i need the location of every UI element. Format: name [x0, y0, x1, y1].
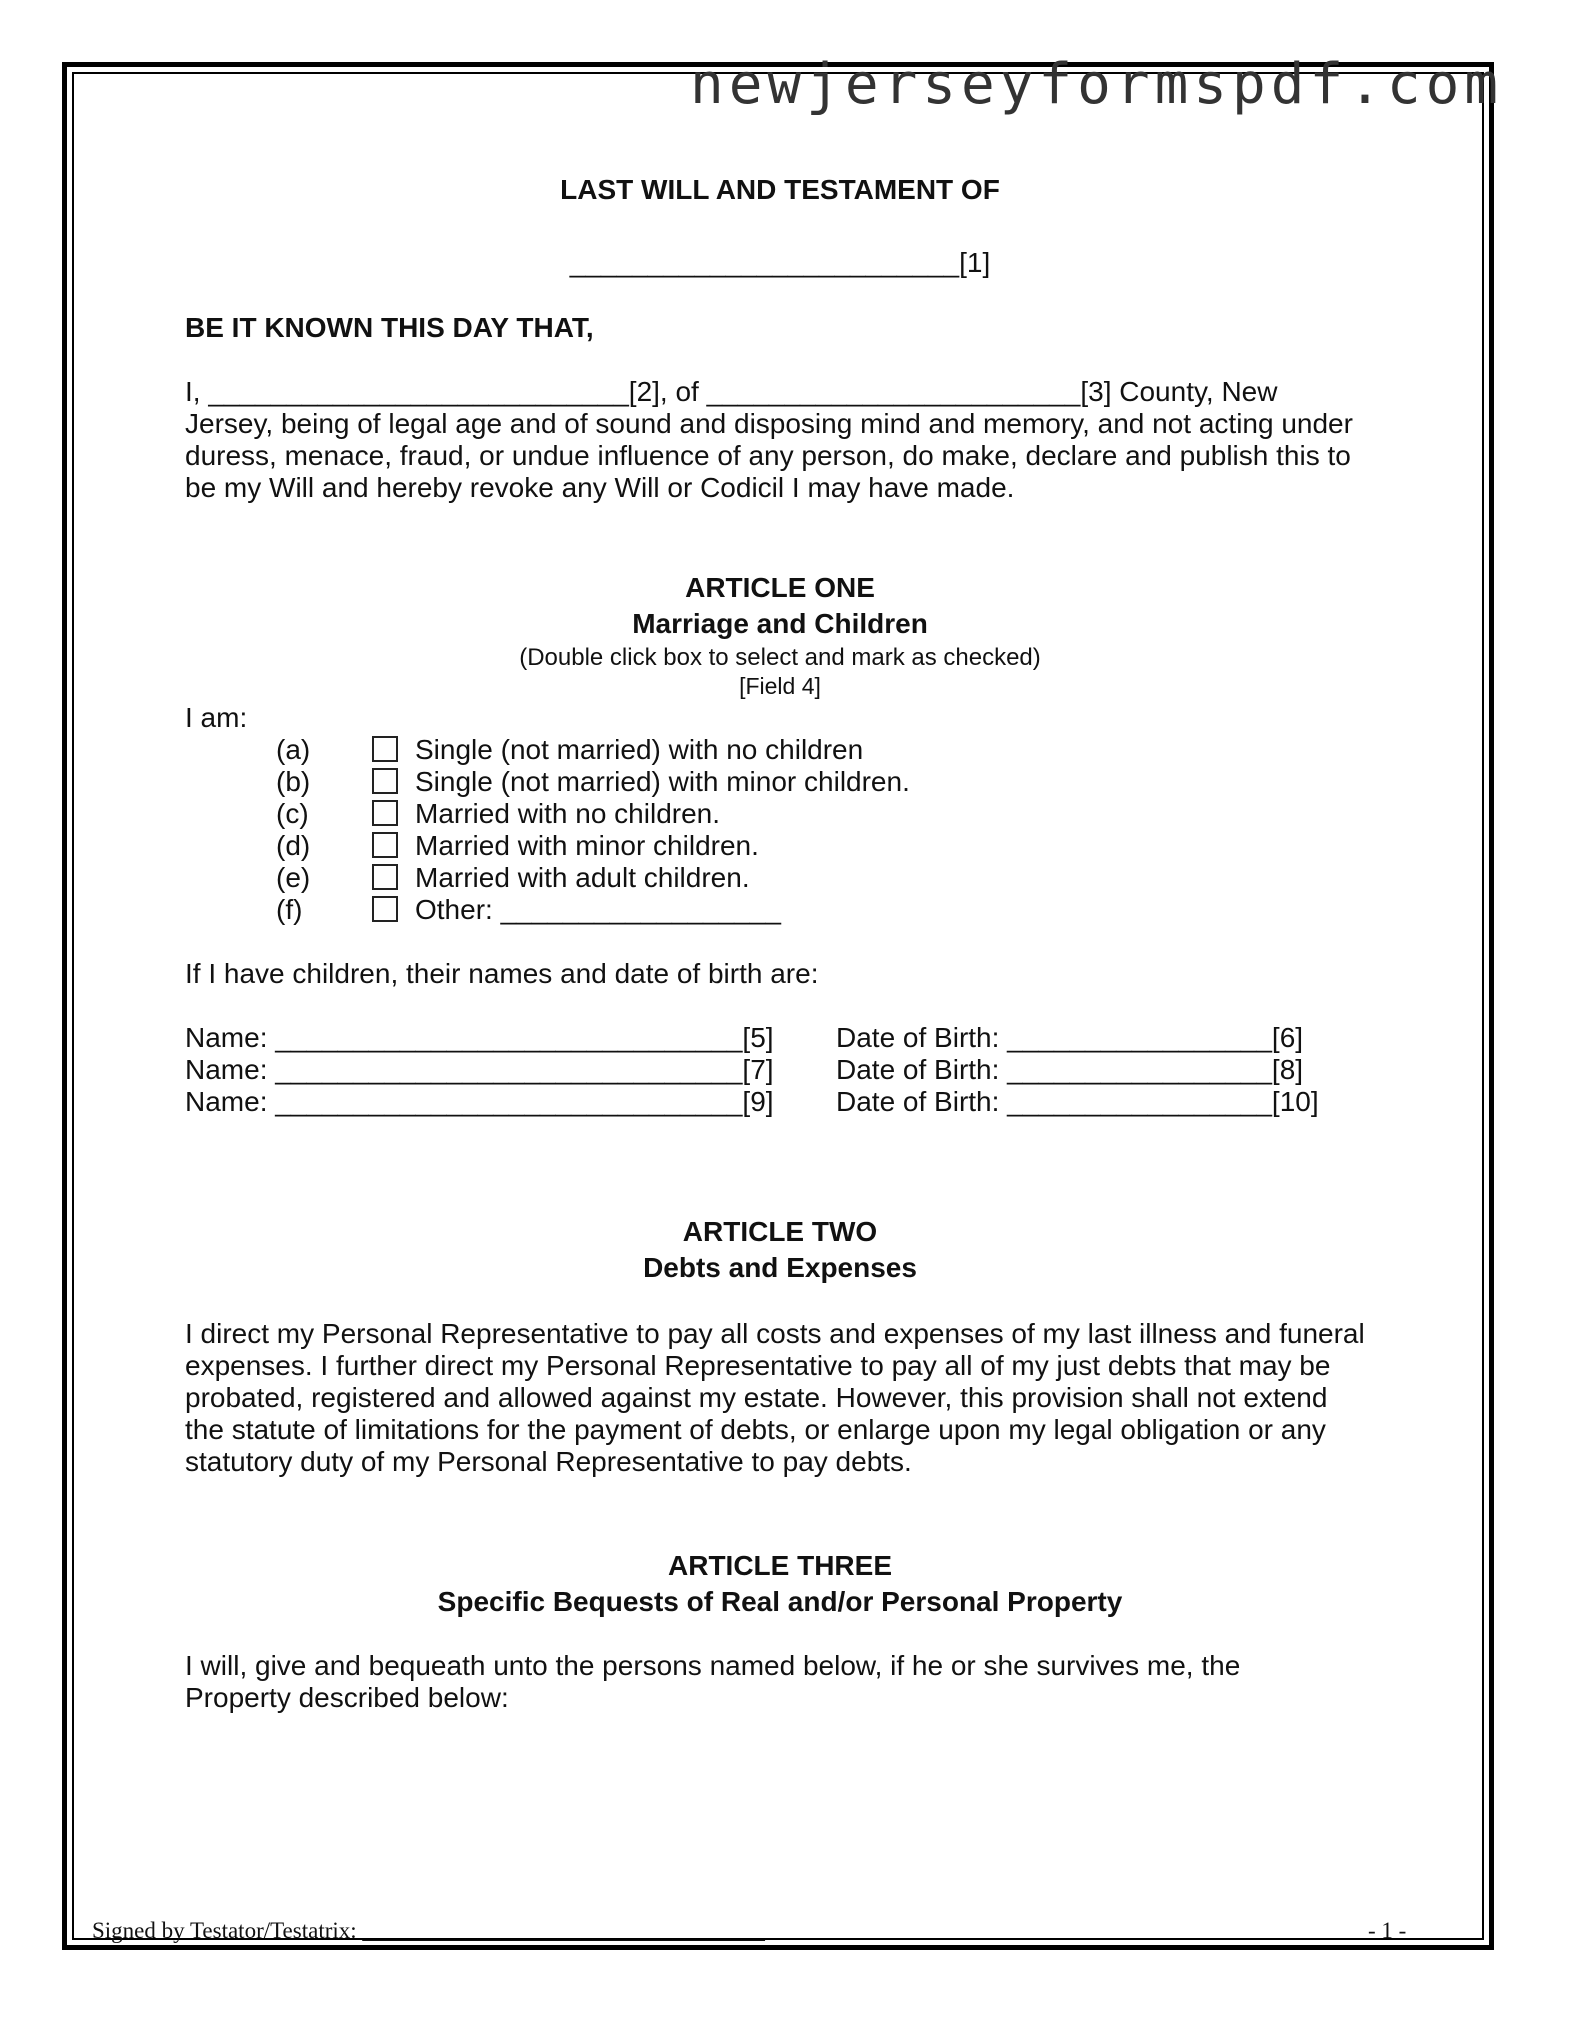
article-two-subheading: Debts and Expenses: [643, 1252, 917, 1283]
article-one-heading: ARTICLE ONE: [685, 572, 875, 603]
i-am-label: I am:: [185, 702, 248, 733]
page-number: - 1 -: [1368, 1918, 1407, 1943]
option-letter: (e): [276, 862, 311, 893]
option-label: Married with no children.: [415, 798, 721, 829]
article-one-subheading: Marriage and Children: [632, 608, 928, 639]
option-letter: (c): [276, 798, 309, 829]
checkbox-e[interactable]: [372, 864, 398, 890]
article-three-body: I will, give and bequeath unto the persons named below, if he or she survives me, the Property described below:: [185, 1650, 1241, 1713]
article-two-heading: ARTICLE TWO: [682, 1216, 878, 1247]
option-label: Married with adult children.: [415, 862, 750, 893]
child-dob-field[interactable]: Date of Birth: _________________[6]: [836, 1022, 1304, 1053]
checkbox-d[interactable]: [372, 832, 398, 858]
checkbox-c[interactable]: [372, 800, 398, 826]
article-one-instruction: (Double click box to select and mark as checked): [519, 644, 1041, 671]
testator-name-field[interactable]: _________________________[1]: [569, 247, 991, 278]
article-three-subheading: Specific Bequests of Real and/or Personal Property: [437, 1586, 1123, 1617]
child-dob-field[interactable]: Date of Birth: _________________[8]: [836, 1054, 1304, 1085]
child-name-field[interactable]: Name: ______________________________[7]: [185, 1054, 774, 1085]
option-label: Single (not married) with minor children.: [415, 766, 910, 797]
known-heading: BE IT KNOWN THIS DAY THAT,: [185, 312, 594, 343]
document-title: LAST WILL AND TESTAMENT OF: [560, 174, 1000, 205]
option-label: Married with minor children.: [415, 830, 759, 861]
child-dob-field[interactable]: Date of Birth: _________________[10]: [836, 1086, 1319, 1117]
checkbox-f[interactable]: [372, 896, 398, 922]
intro-line-fields[interactable]: I, ___________________________[2], of ________________________[3] County, New: [185, 376, 1278, 407]
option-label: Single (not married) with no children: [415, 734, 864, 765]
article-three-heading: ARTICLE THREE: [668, 1550, 892, 1581]
option-other-field[interactable]: Other: __________________: [415, 894, 781, 925]
intro-paragraph: Jersey, being of legal age and of sound and disposing mind and memory, and not acting under duress, menace, fraud, or undue influence of any person, do make, declare and publish this to be my Will and hereby revoke any Will or Codicil I may have made.: [185, 408, 1353, 503]
option-letter: (d): [276, 830, 311, 861]
option-letter: (a): [276, 734, 311, 765]
checkbox-b[interactable]: [372, 768, 398, 794]
watermark: newjerseyformspdf.com: [690, 52, 1504, 117]
article-two-body: I direct my Personal Representative to pay all costs and expenses of my last illness and funeral expenses. I further direct my Personal Representative to pay all of my just debts that may be probated, registered and allowed against my estate. However, this provision shall not extend the statute of limitations for the payment of debts, or enlarge upon my legal obligation or any statutory duty of my Personal Representative to pay debts.: [185, 1318, 1365, 1477]
field-4-label: [Field 4]: [739, 673, 821, 699]
signature-line[interactable]: Signed by Testator/Testatrix: ___________________________________: [92, 1918, 765, 1943]
child-name-field[interactable]: Name: ______________________________[5]: [185, 1022, 774, 1053]
option-letter: (b): [276, 766, 311, 797]
checkbox-a[interactable]: [372, 736, 398, 762]
children-intro: If I have children, their names and date of birth are:: [185, 958, 819, 989]
child-name-field[interactable]: Name: ______________________________[9]: [185, 1086, 774, 1117]
option-letter: (f): [276, 894, 303, 925]
